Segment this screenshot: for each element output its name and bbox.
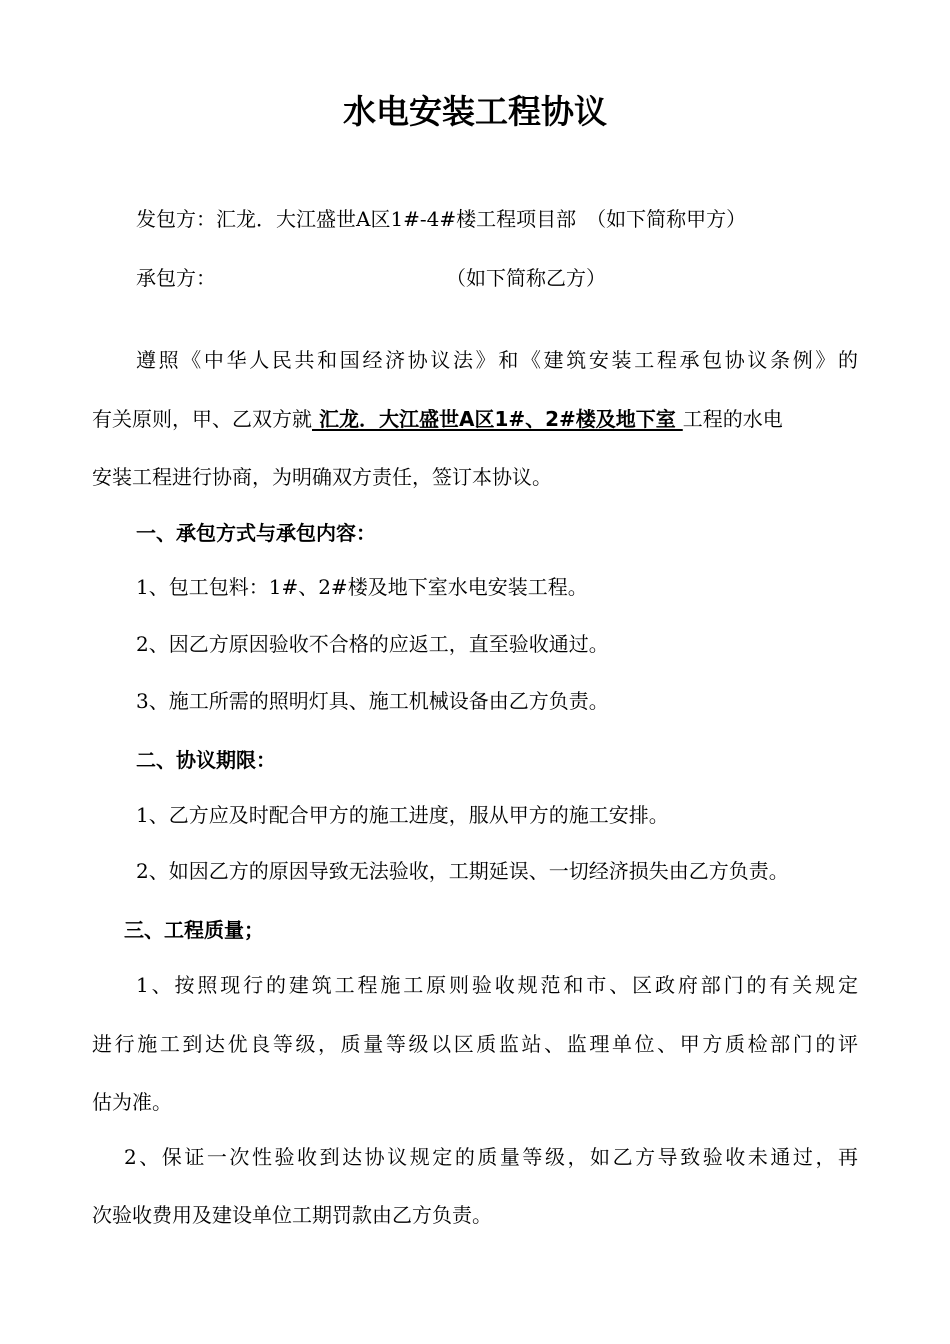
contractor-label: 承包方： — [136, 266, 216, 290]
section-3-item-1-line-3: 估为准。 — [92, 1090, 172, 1114]
section-1-heading: 一、承包方式与承包内容： — [136, 521, 376, 545]
section-1-item-3: 3、施工所需的照明灯具、施工机械设备由乙方负责。 — [136, 689, 609, 713]
section-2-item-1: 1、乙方应及时配合甲方的施工进度，服从甲方的施工安排。 — [136, 803, 669, 827]
section-3-item-1-line-2: 进行施工到达优良等级，质量等级以区质监站、监理单位、甲方质检部门的评 — [92, 1032, 858, 1056]
preamble-line-2-end: 工程的水电 — [682, 407, 783, 431]
project-name: 汇龙．大江盛世A区1#、2#楼及地下室 — [312, 407, 683, 431]
preamble-line-2-start: 有关原则，甲、乙双方就 — [92, 407, 312, 431]
section-3-item-1-line-1: 1、按照现行的建筑工程施工原则验收规范和市、区政府部门的有关规定 — [136, 973, 858, 997]
preamble-line-3: 安装工程进行协商，为明确双方责任，签订本协议。 — [92, 465, 552, 489]
section-2-item-2: 2、如因乙方的原因导致无法验收，工期延误、一切经济损失由乙方负责。 — [136, 859, 789, 883]
section-2-heading: 二、协议期限： — [136, 748, 276, 772]
preamble-line-2 — [92, 404, 783, 434]
section-1-item-2: 2、因乙方原因验收不合格的应返工，直至验收通过。 — [136, 632, 609, 656]
section-3-item-2-line-2: 次验收费用及建设单位工期罚款由乙方负责。 — [92, 1203, 492, 1227]
employer-line: 发包方：汇龙．大江盛世A区1#-4#楼工程项目部 （如下简称甲方） — [136, 207, 747, 231]
preamble-line-1: 遵照《中华人民共和国经济协议法》和《建筑安装工程承包协议条例》的 — [136, 348, 858, 372]
section-3-heading: 三、工程质量； — [124, 918, 264, 942]
contractor-note: （如下简称乙方） — [446, 266, 606, 290]
section-3-item-2-line-1: 2、保证一次性验收到达协议规定的质量等级，如乙方导致验收未通过，再 — [124, 1145, 858, 1169]
document-title: 水电安装工程协议 — [343, 92, 607, 131]
section-1-item-1: 1、包工包料：1#、2#楼及地下室水电安装工程。 — [136, 575, 588, 599]
